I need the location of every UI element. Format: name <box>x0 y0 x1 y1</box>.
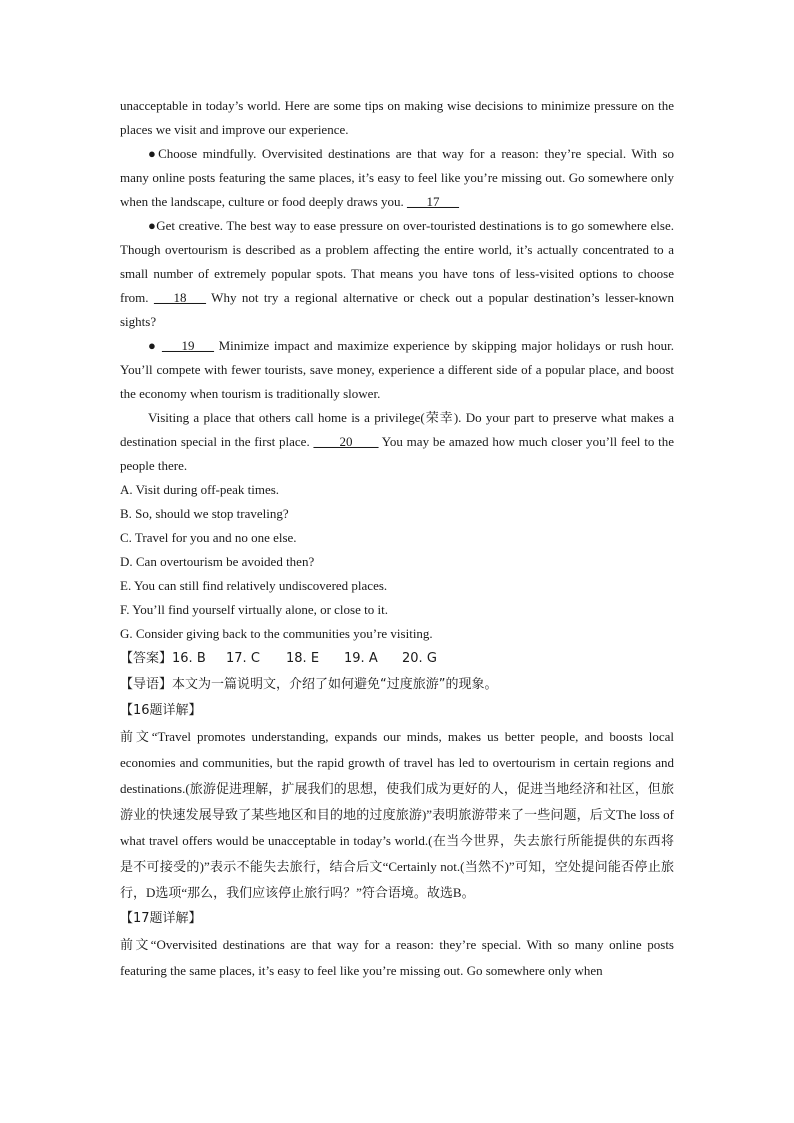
option-b: B. So, should we stop traveling? <box>120 506 289 521</box>
passage-paragraph-privilege <box>120 406 674 478</box>
q17-heading: 【17题详解】 <box>120 911 202 926</box>
q17-explanation: 前文“Overvisited destinations are that way for a reason: they’re special. With so many online posts featuring the same places, it’s easy to feel like you’re missing out. Go somewhere only when <box>120 937 674 978</box>
blank-18: ___18___ <box>153 290 206 305</box>
passage-paragraph-off-peak <box>120 334 674 406</box>
answer-label: 【答案】 <box>120 651 173 666</box>
option-d: D. Can overtourism be avoided then? <box>120 554 315 569</box>
answer-19: 19. A <box>344 651 378 666</box>
blank-20: ____20____ <box>313 434 379 449</box>
paragraph-text: Why not try a regional alternative or check out a popular destination’s lesser-known sights? <box>120 290 674 329</box>
answer-key <box>120 646 674 672</box>
answer-16: 16. B <box>172 651 206 666</box>
option-g: G. Consider giving back to the communities you’re visiting. <box>120 626 433 641</box>
paragraph-text: Minimize impact and maximize experience by skipping major holidays or rush hour. You’ll compete with fewer tourists, save money, experience a different side of a popular place, and boost the economy when tourism is traditionally slower. <box>120 338 674 401</box>
q16-heading: 【16题详解】 <box>120 703 202 718</box>
option-e: E. You can still find relatively undiscovered places. <box>120 578 388 593</box>
paragraph-text: You may be amazed how much closer you’ll feel to the people there. <box>120 434 674 473</box>
answer-17: 17. C <box>226 651 260 666</box>
paragraph-text: ●Get creative. The best way to ease pressure on over-touristed destinations is to go somewhere else. Though overtourism is described as a problem affecting the entire world, it’s actually concentrated to a small number of extremely popular spots. That means you have tons of less-visited options to choose from. <box>120 218 674 305</box>
option-c: C. Travel for you and no one else. <box>120 530 297 545</box>
option-a: A. Visit during off-peak times. <box>120 482 280 497</box>
option-f: F. You’ll find yourself virtually alone, or close to it. <box>120 602 388 617</box>
passage-paragraph-1: unacceptable in today’s world. Here are some tips on making wise decisions to minimize pressure on the places we visit and improve our experience. <box>120 98 674 137</box>
answer-18: 18. E <box>286 651 320 666</box>
guide-text: 【导语】本文为一篇说明文，介绍了如何避免“过度旅游”的现象。 <box>120 677 498 692</box>
paragraph-text: ●Choose mindfully. Overvisited destinations are that way for a reason: they’re special. With so many online posts featuring the same places, it’s easy to feel like you’re missing out. Go somewhere only when the landscape, culture or food deeply draws you. <box>120 146 674 209</box>
passage-paragraph-choose-mindfully <box>120 142 674 214</box>
q16-explanation: 前文“Travel promotes understanding, expands our minds, makes us better people, and boosts local economies and communities, but the rapid growth of travel has led to overtourism in certain regions and destinations.(旅游促进理解，扩展我们的思想，使我们成为更好的人，促进当地经济和社区，但旅游业的快速发展导致了某些地区和目的地的过度旅游)”表明旅游带来了一些问题，后文The loss of what travel offers would be unacceptable in today’s world.(在当今世界，失去旅行所能提供的东西将是不可接受的)”表示不能失去旅行，结合后文“Certainly not.(当然不)”可知，空处提问能否停止旅行，D选项“那么，我们应该停止旅行吗？”符合语境。故选B。 <box>120 729 674 900</box>
options-list <box>120 478 674 646</box>
bullet: ● <box>148 338 162 353</box>
document-page <box>120 94 674 984</box>
blank-17: ___17___ <box>407 194 459 209</box>
answer-20: 20. G <box>402 651 437 666</box>
paragraph-text: Visiting a place that others call home is a privilege(荣幸). Do your part to preserve what makes a destination special in the first place. <box>120 410 674 449</box>
passage-paragraph-get-creative <box>120 214 674 334</box>
blank-19: ___19___ <box>161 338 214 353</box>
